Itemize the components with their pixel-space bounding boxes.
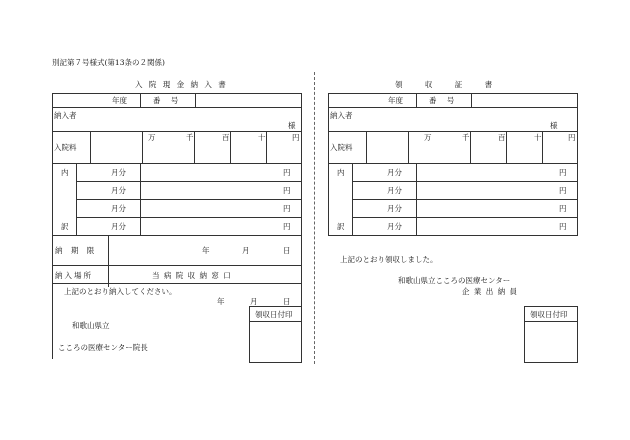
left-issuer-prefecture: 和歌山県立: [72, 321, 110, 330]
left-digit-yen: 円: [292, 133, 300, 142]
right-form-title: 領 収 証 書: [395, 80, 503, 89]
left-place-label: 納入場所: [55, 271, 93, 280]
left-breakdown-top: 内: [61, 168, 69, 177]
left-deadline-label: 納 期 限: [55, 246, 98, 255]
right-payer-label: 納入者: [330, 111, 353, 120]
left-form-table: [52, 93, 302, 363]
right-form-table: [328, 93, 578, 363]
right-month-3: 月分: [387, 204, 402, 213]
right-month-2: 月分: [387, 186, 402, 195]
left-year-label: 年度: [112, 96, 127, 105]
right-digit-yen: 円: [568, 133, 576, 142]
left-yen-4: 円: [283, 222, 291, 231]
right-month-1: 月分: [387, 168, 402, 177]
left-breakdown-bottom: 訳: [61, 222, 69, 231]
left-month-1: 月分: [111, 168, 126, 177]
left-month-2: 月分: [111, 186, 126, 195]
right-receipt-stamp-box: [524, 306, 578, 363]
right-stamp-label: 領収日付印: [530, 310, 568, 319]
left-digit-juu: 十: [258, 133, 266, 142]
right-issuer-org: 和歌山県立こころの医療センター: [398, 276, 511, 285]
right-year-label: 年度: [388, 96, 403, 105]
left-receipt-stamp-box: [249, 306, 302, 363]
right-yen-3: 円: [559, 204, 567, 213]
left-digit-man: 万: [148, 133, 156, 142]
left-fee-label: 入院料: [54, 143, 77, 152]
left-place-value: 当 病 院 収 納 窓 口: [152, 271, 232, 280]
left-form-title: 入 院 現 金 納 入 書: [135, 80, 228, 89]
left-deadline-year: 年: [202, 246, 210, 255]
right-breakdown-top: 内: [337, 168, 345, 177]
left-number-label: 番 号: [153, 96, 183, 105]
left-month-4: 月分: [111, 222, 126, 231]
form-number-note: 別記第７号様式(第13条の２関係): [52, 58, 165, 67]
left-yen-3: 円: [283, 204, 291, 213]
left-yen-2: 円: [283, 186, 291, 195]
left-deadline-day: 日: [283, 246, 291, 255]
left-yen-1: 円: [283, 168, 291, 177]
right-breakdown-bottom: 訳: [337, 222, 345, 231]
left-statement: 上記のとおり納入してください。: [64, 287, 177, 296]
right-digit-man: 万: [424, 133, 432, 142]
left-issue-year: 年: [217, 297, 225, 306]
right-issuer-title: 企 業 出 納 員: [462, 287, 519, 296]
left-digit-hyaku: 百: [222, 133, 230, 142]
left-payer-sama: 様: [288, 121, 296, 130]
left-issuer-name: こころの医療センター院長: [58, 343, 148, 352]
left-stamp-label: 領収日付印: [255, 310, 293, 319]
left-digit-sen: 千: [186, 133, 194, 142]
right-yen-4: 円: [559, 222, 567, 231]
right-month-4: 月分: [387, 222, 402, 231]
right-payer-sama: 様: [550, 121, 558, 130]
right-yen-1: 円: [559, 168, 567, 177]
left-month-3: 月分: [111, 204, 126, 213]
left-payer-label: 納入者: [54, 111, 77, 120]
left-deadline-month: 月: [242, 246, 250, 255]
right-digit-sen: 千: [462, 133, 470, 142]
right-yen-2: 円: [559, 186, 567, 195]
right-digit-juu: 十: [534, 133, 542, 142]
right-number-label: 番 号: [429, 96, 459, 105]
left-issue-day: 日: [283, 297, 291, 306]
left-issue-month: 月: [250, 297, 258, 306]
right-statement: 上記のとおり領収しました。: [340, 255, 438, 264]
cut-line: [314, 72, 315, 364]
right-fee-label: 入院料: [330, 143, 353, 152]
right-digit-hyaku: 百: [498, 133, 506, 142]
